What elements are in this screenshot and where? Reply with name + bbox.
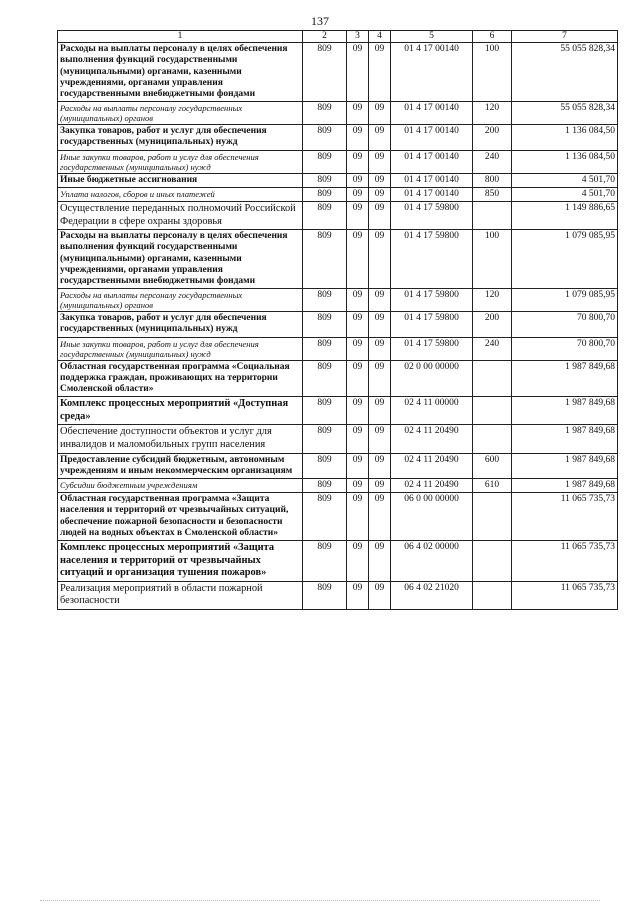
subsection-code: 09: [369, 397, 391, 425]
expense-type-code: 120: [473, 289, 512, 312]
ministry-code: 809: [303, 202, 347, 230]
expense-type-code: 200: [473, 125, 512, 150]
expense-type-code: [473, 541, 512, 582]
ministry-code: 809: [303, 125, 347, 150]
table-row: [58, 102, 618, 125]
table-row: [58, 202, 618, 230]
subsection-code: 09: [369, 125, 391, 150]
footer-divider: [40, 900, 600, 901]
table-row: [58, 173, 618, 187]
amount: 1 987 849,68: [512, 360, 618, 397]
table-row: [58, 150, 618, 173]
page-number: 137: [311, 14, 329, 28]
row-name: Уплата налогов, сборов и иных платежей: [58, 187, 303, 201]
section-code: 09: [347, 479, 369, 493]
ministry-code: 809: [303, 479, 347, 493]
ministry-code: 809: [303, 397, 347, 425]
subsection-code: 09: [369, 425, 391, 453]
table-row: [58, 43, 618, 102]
section-code: 09: [347, 493, 369, 541]
subsection-code: 09: [369, 43, 391, 102]
row-name: Комплекс процессных мероприятий «Доступная среда»: [58, 397, 303, 425]
section-code: 09: [347, 187, 369, 201]
section-code: 09: [347, 173, 369, 187]
row-name: Реализация мероприятий в области пожарной безопасности: [58, 581, 303, 609]
table-row: [58, 397, 618, 425]
subsection-code: 09: [369, 230, 391, 289]
row-name: Областная государственная программа «Социальная поддержка граждан, проживающих на территории Смоленской области»: [58, 360, 303, 397]
subsection-code: 09: [369, 150, 391, 173]
section-code: 09: [347, 312, 369, 337]
row-name: Расходы на выплаты персоналу государственных (муниципальных) органов: [58, 102, 303, 125]
expense-type-code: [473, 581, 512, 609]
expense-type-code: [473, 425, 512, 453]
ministry-code: 809: [303, 581, 347, 609]
subsection-code: 09: [369, 479, 391, 493]
expense-type-code: 100: [473, 43, 512, 102]
subsection-code: 09: [369, 337, 391, 360]
section-code: 09: [347, 202, 369, 230]
expense-type-code: 850: [473, 187, 512, 201]
row-name: Расходы на выплаты персоналу государственных (муниципальных) органов: [58, 289, 303, 312]
table-row: [58, 230, 618, 289]
budget-table: [57, 30, 618, 610]
subsection-code: 09: [369, 187, 391, 201]
table-row: [58, 541, 618, 582]
amount: 1 987 849,68: [512, 479, 618, 493]
amount: 1 987 849,68: [512, 397, 618, 425]
target-article-code: 02 4 11 20490: [391, 453, 473, 478]
expense-type-code: 100: [473, 230, 512, 289]
table-row: [58, 493, 618, 541]
target-article-code: 06 0 00 00000: [391, 493, 473, 541]
amount: 11 065 735,73: [512, 493, 618, 541]
subsection-code: 09: [369, 493, 391, 541]
section-code: 09: [347, 453, 369, 478]
section-code: 09: [347, 150, 369, 173]
amount: 1 136 084,50: [512, 150, 618, 173]
expense-type-code: 240: [473, 150, 512, 173]
row-name: Иные закупки товаров, работ и услуг для обеспечения государственных (муниципальных) нужд: [58, 150, 303, 173]
expense-type-code: 240: [473, 337, 512, 360]
section-code: 09: [347, 102, 369, 125]
target-article-code: 01 4 17 59800: [391, 312, 473, 337]
section-code: 09: [347, 360, 369, 397]
ministry-code: 809: [303, 425, 347, 453]
expense-type-code: [473, 397, 512, 425]
table-row: [58, 453, 618, 478]
section-code: 09: [347, 581, 369, 609]
ministry-code: 809: [303, 187, 347, 201]
target-article-code: 01 4 17 59800: [391, 230, 473, 289]
subsection-code: 09: [369, 173, 391, 187]
subsection-code: 09: [369, 541, 391, 582]
table-row: [58, 125, 618, 150]
ministry-code: 809: [303, 493, 347, 541]
ministry-code: 809: [303, 173, 347, 187]
amount: 55 055 828,34: [512, 102, 618, 125]
table-row: [58, 312, 618, 337]
amount: 11 065 735,73: [512, 541, 618, 582]
target-article-code: 01 4 17 00140: [391, 150, 473, 173]
ministry-code: 809: [303, 150, 347, 173]
amount: 1 987 849,68: [512, 425, 618, 453]
subsection-code: 09: [369, 360, 391, 397]
target-article-code: 01 4 17 59800: [391, 289, 473, 312]
ministry-code: 809: [303, 102, 347, 125]
amount: 1 079 085,95: [512, 230, 618, 289]
target-article-code: 01 4 17 59800: [391, 202, 473, 230]
table-row: [58, 289, 618, 312]
ministry-code: 809: [303, 312, 347, 337]
expense-type-code: 600: [473, 453, 512, 478]
expense-type-code: [473, 493, 512, 541]
ministry-code: 809: [303, 337, 347, 360]
expense-type-code: 610: [473, 479, 512, 493]
amount: 4 501,70: [512, 187, 618, 201]
row-name: Комплекс процессных мероприятий «Защита населения и территорий от чрезвычайных ситуаций и организация тушения пожаров»: [58, 541, 303, 582]
column-number-row: [58, 31, 618, 43]
target-article-code: 06 4 02 00000: [391, 541, 473, 582]
target-article-code: 01 4 17 59800: [391, 337, 473, 360]
row-name: Предоставление субсидий бюджетным, автономным учреждениям и иным некоммерческим организациям: [58, 453, 303, 478]
section-code: 09: [347, 230, 369, 289]
table-row: [58, 425, 618, 453]
target-article-code: 06 4 02 21020: [391, 581, 473, 609]
subsection-code: 09: [369, 289, 391, 312]
amount: 70 800,70: [512, 337, 618, 360]
column-header: 4: [369, 31, 391, 43]
column-header: 5: [391, 31, 473, 43]
row-name: Расходы на выплаты персоналу в целях обеспечения выполнения функций государственными (муниципальными) органами, казенными учреждениями, органами управления государственными внебюджетными фондами: [58, 230, 303, 289]
row-name: Осуществление переданных полномочий Российской Федерации в сфере охраны здоровья: [58, 202, 303, 230]
ministry-code: 809: [303, 453, 347, 478]
row-name: Иные бюджетные ассигнования: [58, 173, 303, 187]
target-article-code: 01 4 17 00140: [391, 43, 473, 102]
column-header: 7: [512, 31, 618, 43]
amount: 4 501,70: [512, 173, 618, 187]
expense-type-code: [473, 360, 512, 397]
row-name: Расходы на выплаты персоналу в целях обеспечения выполнения функций государственными (муниципальными) органами, казенными учреждениями, органами управления государственными внебюджетными фондами: [58, 43, 303, 102]
row-name: Закупка товаров, работ и услуг для обеспечения государственных (муниципальных) нужд: [58, 312, 303, 337]
target-article-code: 02 4 11 20490: [391, 479, 473, 493]
section-code: 09: [347, 125, 369, 150]
section-code: 09: [347, 337, 369, 360]
table-row: [58, 360, 618, 397]
amount: 1 149 886,65: [512, 202, 618, 230]
subsection-code: 09: [369, 312, 391, 337]
ministry-code: 809: [303, 541, 347, 582]
subsection-code: 09: [369, 581, 391, 609]
subsection-code: 09: [369, 202, 391, 230]
column-header: 3: [347, 31, 369, 43]
target-article-code: 01 4 17 00140: [391, 187, 473, 201]
section-code: 09: [347, 43, 369, 102]
section-code: 09: [347, 425, 369, 453]
amount: 1 079 085,95: [512, 289, 618, 312]
amount: 11 065 735,73: [512, 581, 618, 609]
expense-type-code: 200: [473, 312, 512, 337]
target-article-code: 02 4 11 00000: [391, 397, 473, 425]
table-row: [58, 187, 618, 201]
column-header: 1: [58, 31, 303, 43]
section-code: 09: [347, 541, 369, 582]
row-name: Субсидии бюджетным учреждениям: [58, 479, 303, 493]
row-name: Обеспечение доступности объектов и услуг для инвалидов и маломобильных групп населения: [58, 425, 303, 453]
subsection-code: 09: [369, 453, 391, 478]
column-header: 2: [303, 31, 347, 43]
expense-type-code: 800: [473, 173, 512, 187]
ministry-code: 809: [303, 230, 347, 289]
section-code: 09: [347, 397, 369, 425]
table-body: [58, 43, 618, 610]
target-article-code: 01 4 17 00140: [391, 125, 473, 150]
row-name: Областная государственная программа «Защита населения и территорий от чрезвычайных ситуаций, обеспечение пожарной безопасности и безопасности людей на водных объектах в Смоленской области»: [58, 493, 303, 541]
ministry-code: 809: [303, 289, 347, 312]
expense-type-code: [473, 202, 512, 230]
amount: 55 055 828,34: [512, 43, 618, 102]
column-header: 6: [473, 31, 512, 43]
target-article-code: 01 4 17 00140: [391, 102, 473, 125]
row-name: Иные закупки товаров, работ и услуг для обеспечения государственных (муниципальных) нужд: [58, 337, 303, 360]
table-row: [58, 337, 618, 360]
subsection-code: 09: [369, 102, 391, 125]
amount: 70 800,70: [512, 312, 618, 337]
row-name: Закупка товаров, работ и услуг для обеспечения государственных (муниципальных) нужд: [58, 125, 303, 150]
target-article-code: 01 4 17 00140: [391, 173, 473, 187]
ministry-code: 809: [303, 43, 347, 102]
expense-type-code: 120: [473, 102, 512, 125]
section-code: 09: [347, 289, 369, 312]
table-row: [58, 581, 618, 609]
target-article-code: 02 0 00 00000: [391, 360, 473, 397]
target-article-code: 02 4 11 20490: [391, 425, 473, 453]
amount: 1 987 849,68: [512, 453, 618, 478]
amount: 1 136 084,50: [512, 125, 618, 150]
table-row: [58, 479, 618, 493]
ministry-code: 809: [303, 360, 347, 397]
